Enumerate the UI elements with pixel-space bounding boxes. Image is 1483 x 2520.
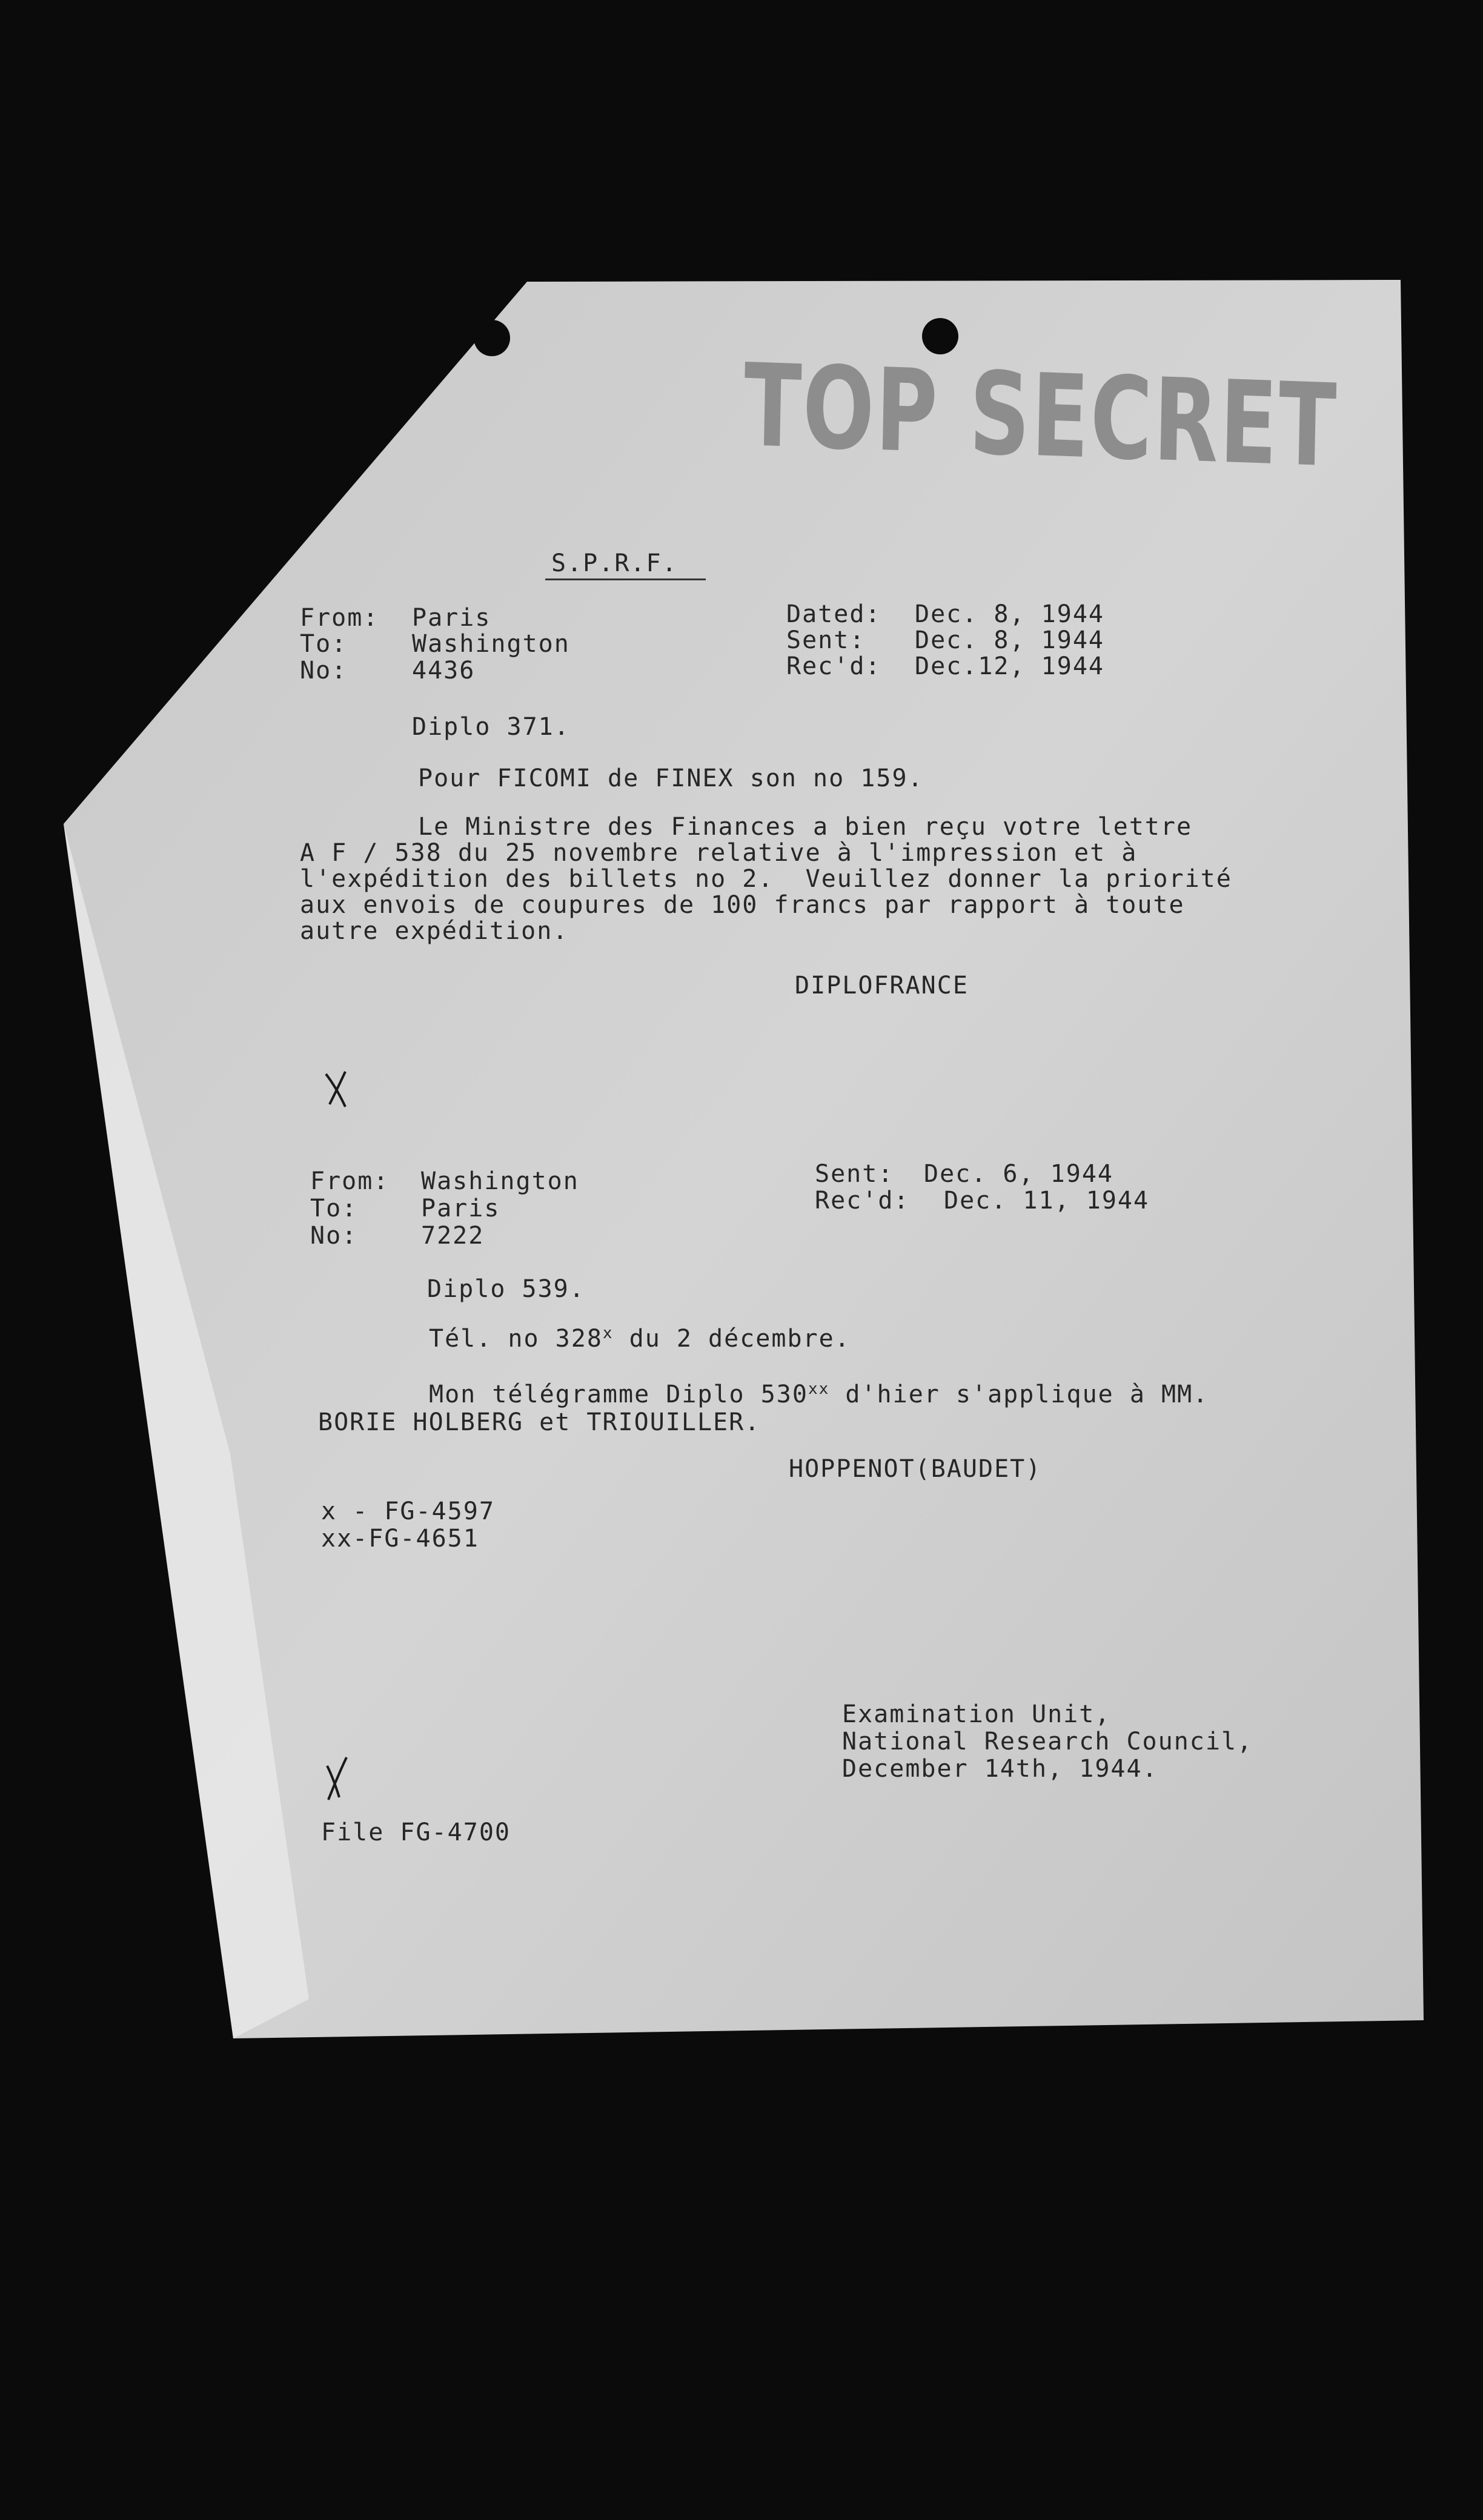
msg1-body-line: Le Ministre des Finances a bien reçu votre lettre [418, 813, 1193, 841]
msg2-sent-label: Sent: [815, 1160, 894, 1188]
msg1-dated-value: Dec. 8, 1944 [915, 600, 1104, 628]
msg2-names-line: BORIE HOLBERG et TRIOUILLER. [318, 1408, 761, 1436]
header-underline [545, 579, 706, 580]
msg1-pour-line: Pour FICOMI de FINEX son no 159. [418, 764, 924, 792]
msg2-to-label: To: [310, 1195, 358, 1222]
handwritten-x-mark [321, 1754, 351, 1802]
msg1-to-label: To: [300, 630, 348, 658]
msg1-body-line: aux envois de coupures de 100 francs par rapport à toute [300, 891, 1185, 919]
msg1-body-line: A F / 538 du 25 novembre relative à l'impression et à [300, 839, 1138, 867]
msg1-sent-value: Dec. 8, 1944 [915, 626, 1104, 654]
msg1-to-value: Washington [412, 630, 570, 658]
footer-line-2: National Research Council, [842, 1728, 1253, 1756]
msg2-ref-2: xx-FG-4651 [321, 1525, 479, 1553]
msg2-from-label: From: [310, 1167, 390, 1195]
msg2-mon-line: Mon télégramme Diplo 530$^{xx}$ d'hier s'applique à MM. [429, 1380, 1209, 1408]
msg1-sent-label: Sent: [786, 626, 866, 654]
footer-line-3: December 14th, 1944. [842, 1755, 1158, 1783]
msg2-tel-line: Tél. no 328$^x$ du 2 décembre. [429, 1324, 851, 1353]
msg2-to-value: Paris [421, 1195, 500, 1222]
msg2-ref-1: x - FG-4597 [321, 1497, 495, 1525]
msg2-diplo: Diplo 539. [427, 1275, 585, 1303]
msg1-signature: DIPLOFRANCE [795, 972, 969, 1000]
msg1-no-value: 4436 [412, 657, 476, 685]
msg2-no-label: No: [310, 1222, 358, 1250]
msg2-signature: HOPPENOT(BAUDET) [789, 1455, 1042, 1483]
msg2-recd-label: Rec'd: [815, 1187, 910, 1215]
msg1-from-label: From: [300, 604, 379, 632]
msg2-recd-value: Dec. 11, 1944 [944, 1187, 1150, 1215]
header-code: S.P.R.F. [551, 549, 678, 577]
msg1-diplo: Diplo 371. [412, 713, 570, 741]
footer-line-1: Examination Unit, [842, 1700, 1111, 1728]
top-secret-stamp: TOP SECRET [742, 339, 1339, 493]
punch-hole [474, 320, 510, 356]
msg1-recd-value: Dec.12, 1944 [915, 652, 1104, 680]
msg2-no-value: 7222 [421, 1222, 485, 1250]
handwritten-x-mark [321, 1069, 351, 1112]
msg1-dated-label: Dated: [786, 600, 881, 628]
file-reference: File FG-4700 [321, 1819, 511, 1846]
msg1-no-label: No: [300, 657, 348, 685]
msg2-sent-value: Dec. 6, 1944 [924, 1160, 1113, 1188]
msg2-from-value: Washington [421, 1167, 579, 1195]
msg1-from-value: Paris [412, 604, 491, 632]
msg1-body-line: l'expédition des billets no 2. Veuillez donner la priorité [300, 865, 1232, 893]
msg1-body-line: autre expédition. [300, 917, 569, 945]
msg1-recd-label: Rec'd: [786, 652, 881, 680]
